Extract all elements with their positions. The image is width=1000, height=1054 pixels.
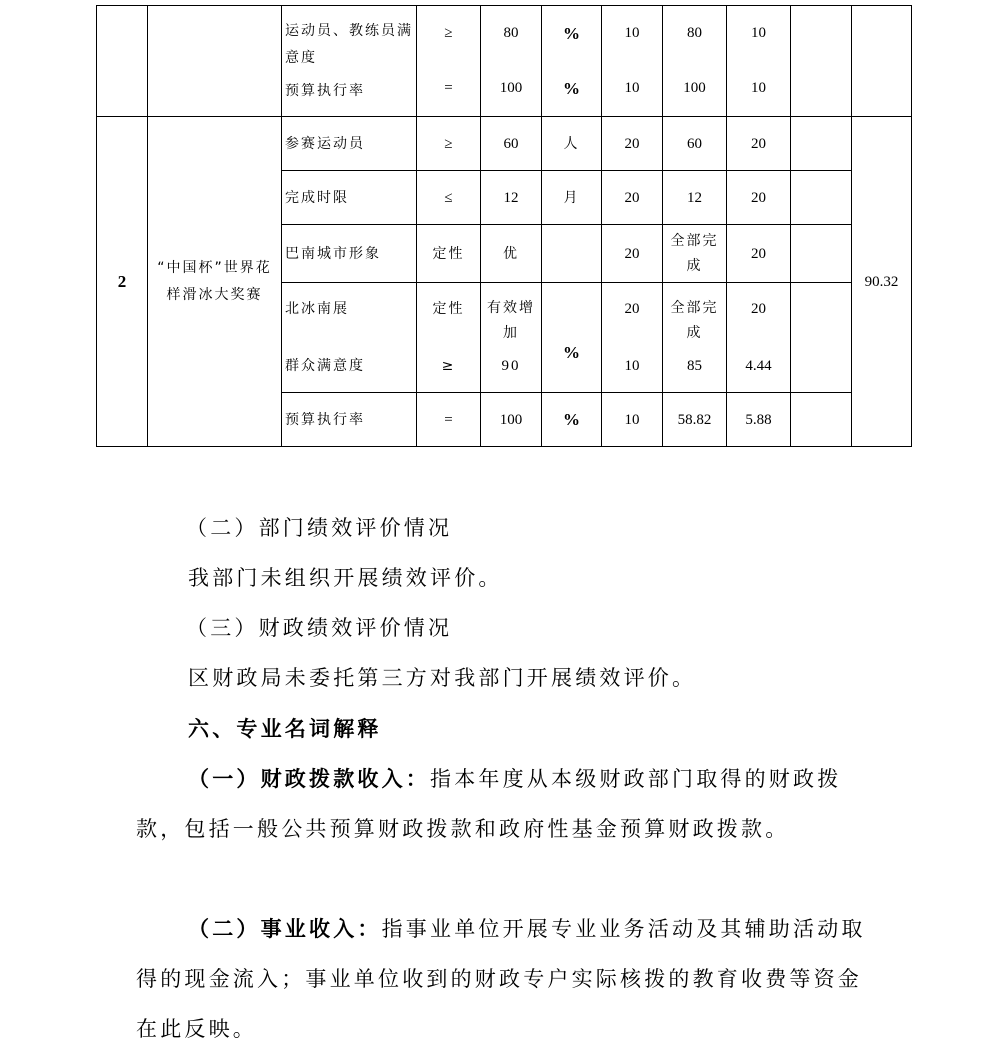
- project-name-cell: “中国杯”世界花样滑冰大奖赛: [148, 117, 282, 447]
- performance-table: [96, 5, 912, 447]
- term-label: （二）事业收入：: [188, 917, 382, 941]
- score-cell: 20: [727, 171, 791, 225]
- table-row: [97, 6, 912, 117]
- indicator-cell: 参赛运动员: [282, 117, 417, 171]
- target-cell: 80 100: [481, 6, 542, 117]
- total-score-cell: 90.32: [852, 117, 912, 447]
- section-heading-terms: 六、专业名词解释: [188, 717, 382, 741]
- unit-cell: % %: [542, 6, 602, 117]
- remark-cell: [791, 283, 852, 393]
- term-business-income: [136, 904, 876, 1054]
- project-no-cell: [97, 6, 148, 117]
- target-cell: 优: [481, 225, 542, 283]
- target-cell: 12: [481, 171, 542, 225]
- operator-cell: ≥: [417, 117, 481, 171]
- indicator-cell: 运动员、教练员满意度 预算执行率: [282, 6, 417, 117]
- weight-cell: 10 10: [602, 6, 663, 117]
- remark-cell: [791, 225, 852, 283]
- operator-cell: ≤: [417, 171, 481, 225]
- term-definition: 指事业单位开展专业业务活动及其辅助活动取得的现金流入；事业单位收到的财政专户实际核拨的教育收费等资金在此反映。: [136, 917, 866, 1041]
- project-name-cell: [148, 6, 282, 117]
- remark-cell: [791, 6, 852, 117]
- remark-cell: [791, 117, 852, 171]
- unit-cell: [542, 225, 602, 283]
- actual-cell: 58.82: [663, 393, 727, 447]
- operator-cell: =: [417, 393, 481, 447]
- actual-cell: 全部完成 85: [663, 283, 727, 393]
- weight-cell: 20: [602, 117, 663, 171]
- table-row: [97, 117, 912, 171]
- score-cell: 10 10: [727, 6, 791, 117]
- unit-cell: %: [542, 283, 602, 393]
- target-cell: 100: [481, 393, 542, 447]
- section-heading-dept-eval: （二）部门绩效评价情况: [186, 516, 453, 540]
- unit-cell: 月: [542, 171, 602, 225]
- target-cell: 有效增加 90: [481, 283, 542, 393]
- score-cell: 20 4.44: [727, 283, 791, 393]
- operator-cell: 定性: [417, 225, 481, 283]
- total-cell: [852, 6, 912, 117]
- term-label: （一）财政拨款收入：: [188, 767, 430, 791]
- actual-cell: 60: [663, 117, 727, 171]
- unit-cell: 人: [542, 117, 602, 171]
- weight-cell: 20 10: [602, 283, 663, 393]
- indicator-cell: 完成时限: [282, 171, 417, 225]
- weight-cell: 20: [602, 171, 663, 225]
- operator-cell: 定性 ≥: [417, 283, 481, 393]
- term-fiscal-appropriation: [136, 754, 876, 854]
- score-cell: 20: [727, 117, 791, 171]
- operator-cell: ≥ =: [417, 6, 481, 117]
- indicator-cell: 巴南城市形象: [282, 225, 417, 283]
- actual-cell: 12: [663, 171, 727, 225]
- paragraph-dept-eval: 我部门未组织开展绩效评价。: [188, 566, 503, 590]
- project-no-cell: 2: [97, 117, 148, 447]
- actual-cell: 80 100: [663, 6, 727, 117]
- section-heading-fin-eval: （三）财政绩效评价情况: [186, 616, 453, 640]
- weight-cell: 10: [602, 393, 663, 447]
- indicator-cell: 预算执行率: [282, 393, 417, 447]
- actual-cell: 全部完成: [663, 225, 727, 283]
- score-cell: 5.88: [727, 393, 791, 447]
- weight-cell: 20: [602, 225, 663, 283]
- term-definition: 指本年度从本级财政部门取得的财政拨款，包括一般公共预算财政拨款和政府性基金预算财政拨款。: [136, 767, 842, 841]
- remark-cell: [791, 393, 852, 447]
- paragraph-fin-eval: 区财政局未委托第三方对我部门开展绩效评价。: [188, 666, 697, 690]
- score-cell: 20: [727, 225, 791, 283]
- remark-cell: [791, 171, 852, 225]
- indicator-cell: 北冰南展 群众满意度: [282, 283, 417, 393]
- target-cell: 60: [481, 117, 542, 171]
- unit-cell: %: [542, 393, 602, 447]
